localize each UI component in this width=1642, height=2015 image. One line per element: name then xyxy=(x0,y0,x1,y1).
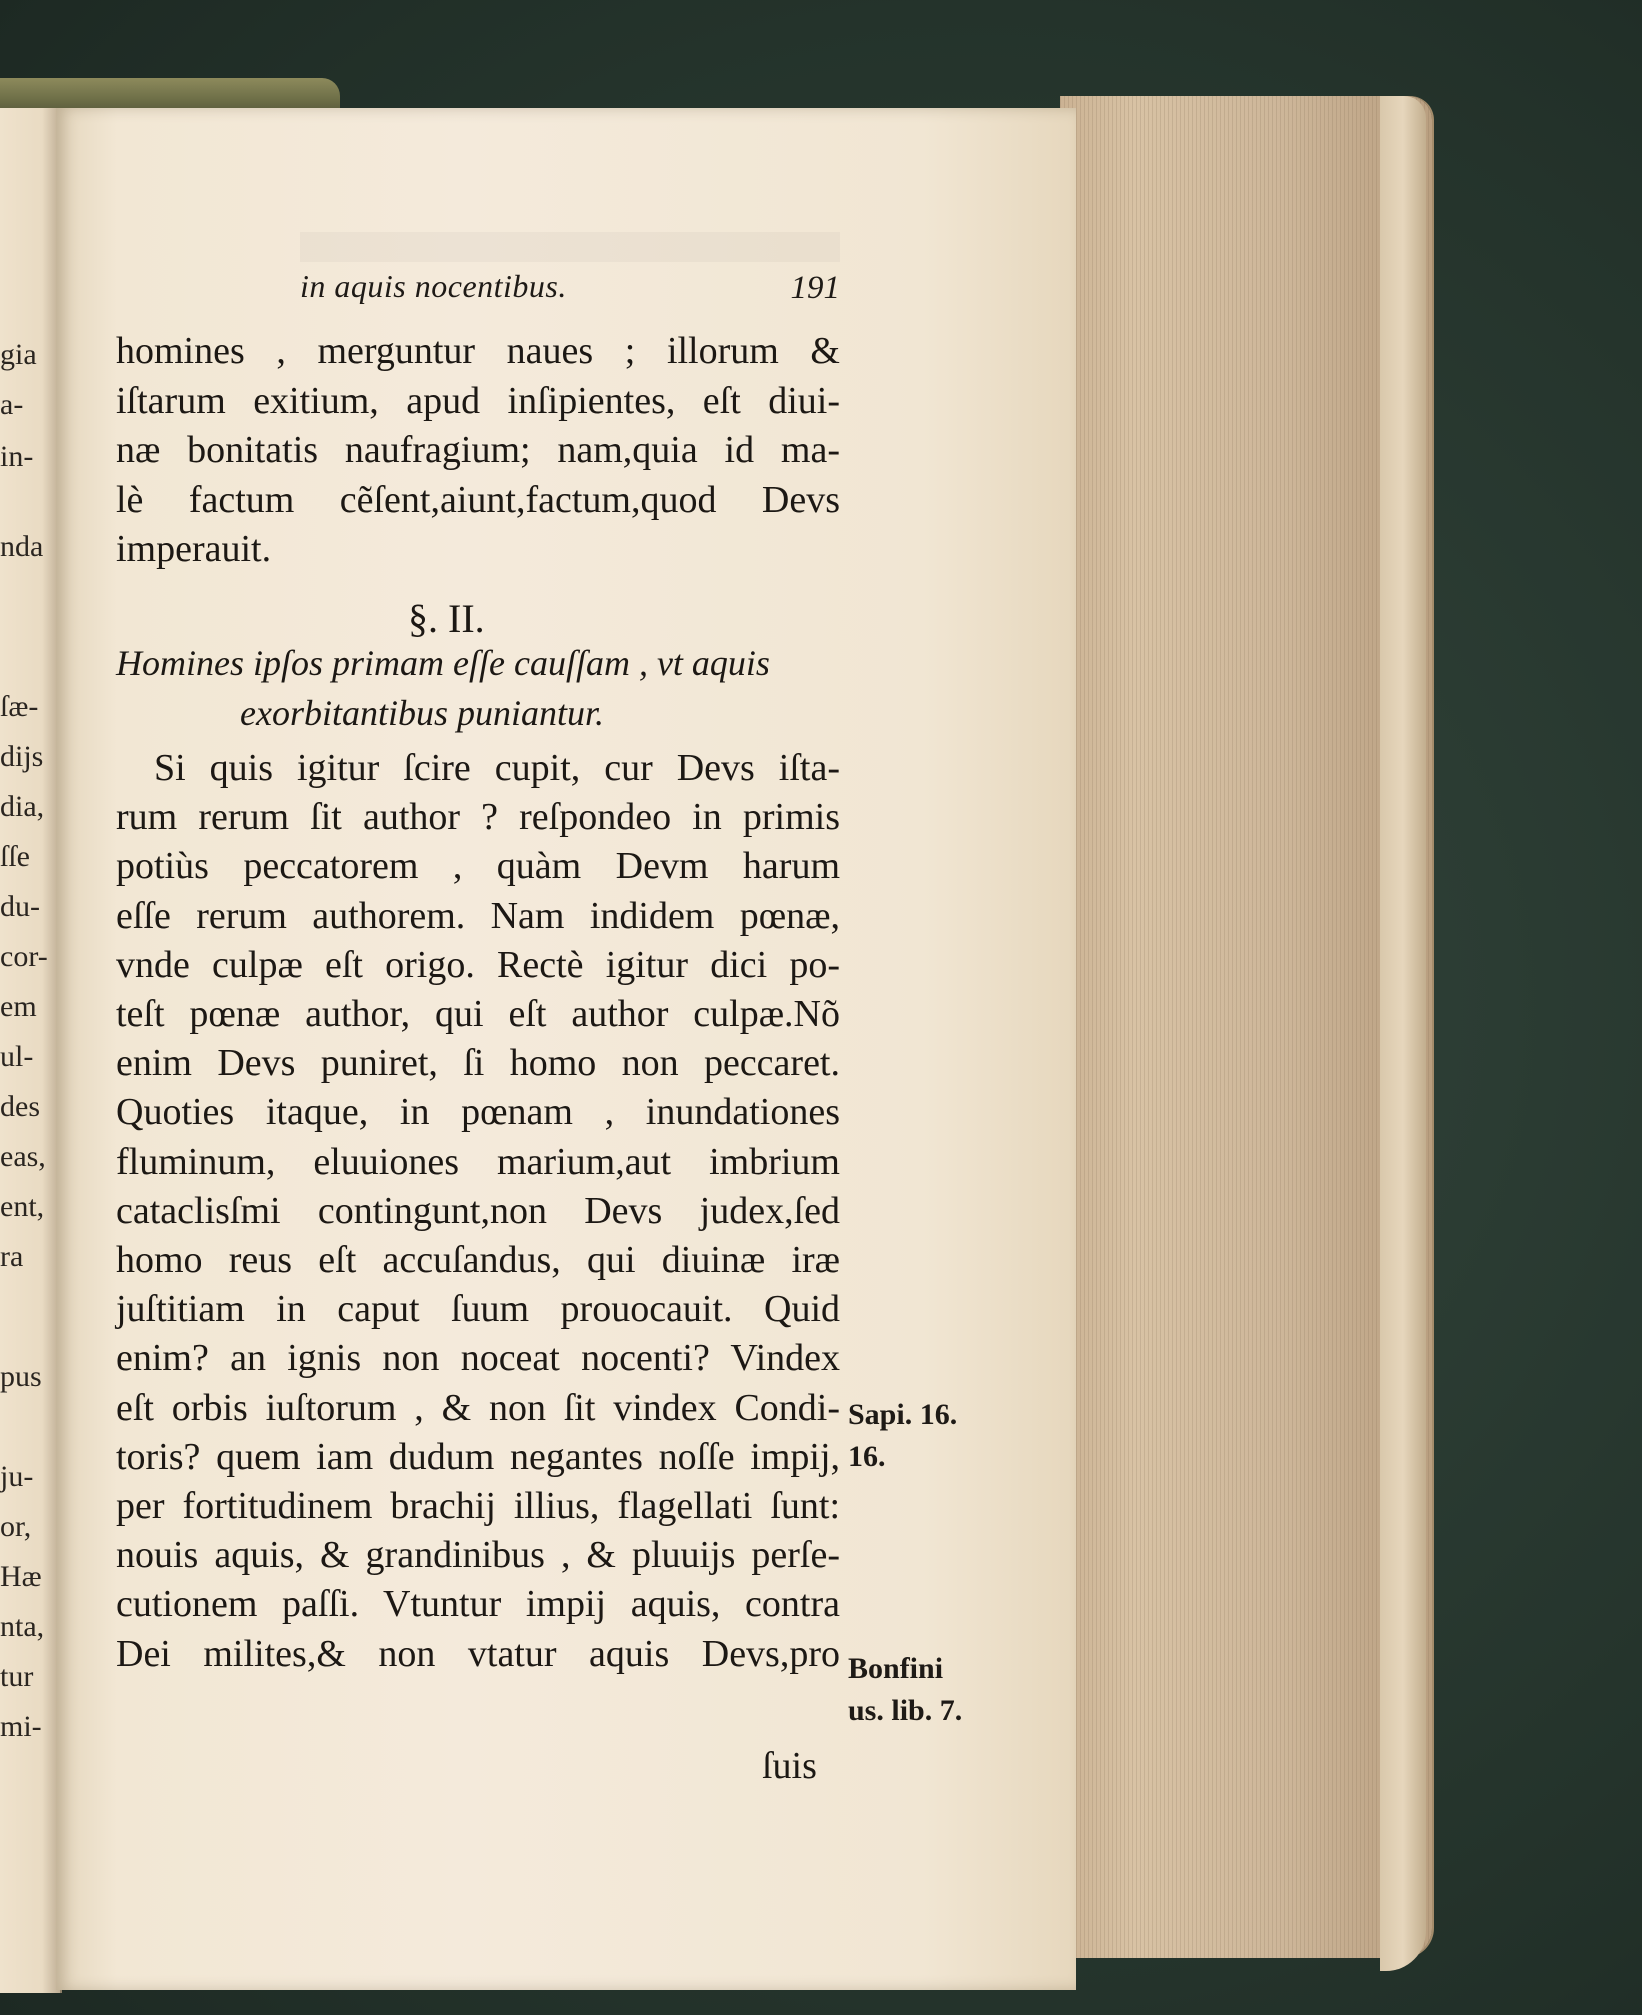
paragraph-2-line: Si quis igitur ſcire cupit, cur Devs iſta- xyxy=(154,747,840,789)
previous-page-fragment: dijs xyxy=(0,740,44,773)
book-binding xyxy=(0,78,340,112)
paragraph-1-line: næ bonitatis naufragium; nam,quia id ma- xyxy=(116,429,840,471)
paragraph-2-line: juſtitiam in caput ſuum prouocauit. Quid xyxy=(116,1288,840,1331)
previous-page-fragment: eas, xyxy=(0,1140,46,1173)
previous-page-fragment: pus xyxy=(0,1360,42,1393)
marginal-note: us. lib. 7. xyxy=(848,1694,963,1727)
previous-page-fragment: or, xyxy=(0,1510,32,1543)
marginal-note: 16. xyxy=(848,1440,886,1473)
previous-page-fragment: nta, xyxy=(0,1610,45,1643)
marginal-note: Sapi. 16. xyxy=(848,1398,958,1431)
section-title-line-2: exorbitantibus puniantur. xyxy=(240,693,605,733)
previous-page-fragment: ul- xyxy=(0,1040,34,1073)
paragraph-2-line: homo reus eſt accuſandus, qui diuinæ iræ xyxy=(116,1239,840,1281)
section-mark: §. II. xyxy=(408,596,485,641)
previous-page-fragment: dia, xyxy=(0,790,45,823)
paragraph-2-line: eſſe rerum authorem. Nam indidem pœnæ, xyxy=(116,894,840,937)
catchword: ſuis xyxy=(762,1745,817,1787)
previous-page-fragment: mi- xyxy=(0,1710,42,1743)
paragraph-2-line: fluminum, eluuiones marium,aut imbrium xyxy=(116,1140,840,1183)
paragraph-2-line: eſt orbis iuſtorum , & non ſit vindex Condi- xyxy=(116,1386,840,1429)
paragraph-2-line: vnde culpæ eſt origo. Rectè igitur dici po- xyxy=(116,943,840,986)
paragraph-2-line: Quoties itaque, in pœnam , inundationes xyxy=(116,1091,840,1134)
previous-page-fragment: Hæ xyxy=(0,1560,42,1593)
marginal-note: Bonfini xyxy=(848,1652,944,1685)
paragraph-2-line: potiùs peccatorem , quàm Devm harum xyxy=(116,845,840,888)
previous-page-edge xyxy=(0,108,62,1993)
previous-page-fragment: ju- xyxy=(0,1460,34,1493)
paragraph-1-line: iſtarum exitium, apud inſipientes, eſt diui- xyxy=(116,379,840,422)
paragraph-2-line: cataclisſmi contingunt,non Devs judex,ſed xyxy=(116,1189,840,1232)
paragraph-2-line: nouis aquis, & grandinibus , & pluuijs perſe- xyxy=(116,1534,840,1577)
cover-edge xyxy=(1380,96,1426,1971)
show-through xyxy=(300,232,840,262)
previous-page-fragment: ſſe xyxy=(0,840,30,873)
paragraph-1-line: homines , merguntur naues ; illorum & xyxy=(116,330,840,372)
paragraph-2-line: teſt pœnæ author, qui eſt author culpæ.Nõ xyxy=(116,993,840,1035)
page-header xyxy=(300,268,840,312)
previous-page-fragment: nda xyxy=(0,530,44,563)
previous-page-fragment: ra xyxy=(0,1240,24,1273)
paragraph-1-line: lè factum cẽſent,aiunt,factum,quod Devs xyxy=(116,478,840,521)
paragraph-2-line: toris? quem iam dudum negantes noſſe impij, xyxy=(116,1435,840,1478)
page-number: 191 xyxy=(790,270,840,306)
paragraph-2-line: rum rerum ſit author ? reſpondeo in primis xyxy=(116,796,840,839)
paragraph-2-line: Dei milites,& non vtatur aquis Devs,pro xyxy=(116,1632,840,1675)
paragraph-2-line: enim Devs puniret, ſi homo non peccaret. xyxy=(116,1042,840,1085)
paragraph-2-line: enim? an ignis non noceat nocenti? Vindex xyxy=(116,1337,840,1380)
previous-page-fragment: in- xyxy=(0,440,34,473)
previous-page-fragment: du- xyxy=(0,890,40,923)
paragraph-2-line: cutionem paſſi. Vtuntur impij aquis, contra xyxy=(116,1583,840,1626)
previous-page-fragment: em xyxy=(0,990,37,1023)
page-block-fore-edge xyxy=(1060,96,1432,1958)
running-head: in aquis nocentibus. xyxy=(300,268,567,304)
previous-page-fragment: a- xyxy=(0,388,24,421)
previous-page-fragment: gia xyxy=(0,338,37,371)
previous-page-fragment: ſæ- xyxy=(0,690,39,723)
paragraph-1-line: imperauit. xyxy=(116,528,272,570)
previous-page-fragment: des xyxy=(0,1090,40,1123)
previous-page-fragment: ent, xyxy=(0,1190,45,1223)
paragraph-2-line: per fortitudinem brachij illius, flagellati ſunt: xyxy=(116,1485,840,1527)
previous-page-fragment: tur xyxy=(0,1660,34,1693)
section-title-line-1: Homines ipſos primam eſſe cauſſam , vt aquis xyxy=(116,643,770,683)
previous-page-fragment: cor- xyxy=(0,940,48,973)
